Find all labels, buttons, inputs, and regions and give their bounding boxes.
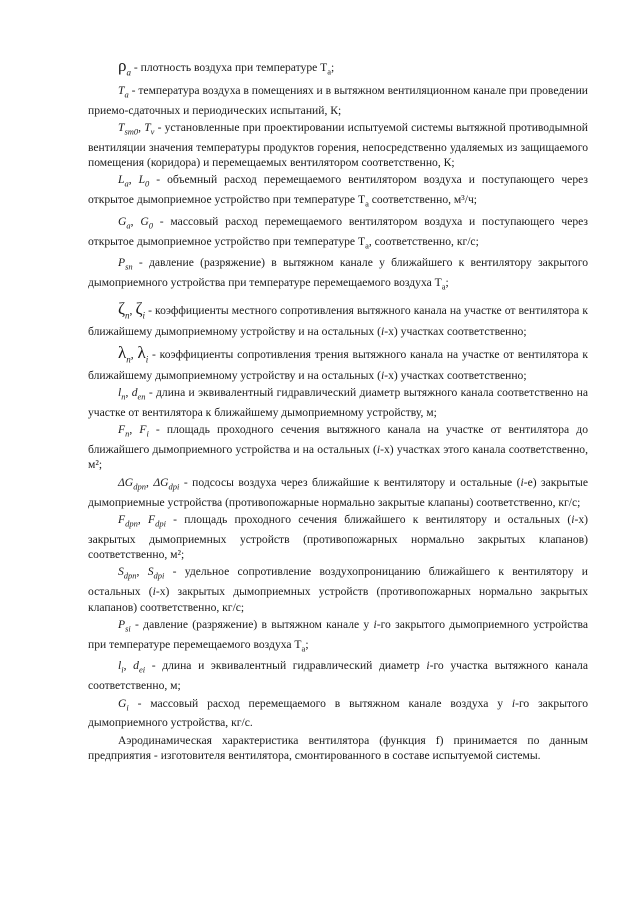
symbol: $L_0$	[138, 173, 150, 189]
symbol-subscript: i	[142, 310, 146, 321]
definition-paragraph: $\lambda_n$, $\lambda_i$ - коэффициенты сопротивления трения вытяжного канала на участке от вентилятора к ближайшему дымоприемному устройству и на остальных (i-х) участках соответственно;	[88, 342, 588, 382]
symbol-subscript: v	[150, 126, 155, 137]
symbol: $G_i$	[118, 696, 129, 712]
definition-paragraph: $F_{dpn}$, $F_{dpi}$ - площадь проходного сечения ближайшего к вентилятору и остальных (i-х) закрытых дымоприемных устройств (противопожарных нормально закрытых клапанов) соответственно, м²;	[88, 512, 589, 562]
definition-paragraph: $\zeta_n$, $\zeta_i$ - коэффициенты местного сопротивления вытяжного канала на участке от вентилятора к ближайшему дымоприемному устройству и на остальных (i-х) участках соответственно;	[88, 298, 588, 338]
symbol-subscript: n	[126, 354, 131, 365]
symbol-subscript: dpi	[153, 570, 165, 581]
symbol: $d_{en}$	[131, 386, 146, 402]
symbol-subscript: sm0	[124, 126, 139, 137]
symbol: $G_a$	[118, 214, 131, 231]
symbol: $P_{si}$	[118, 618, 131, 634]
symbol-subscript: i	[145, 354, 149, 365]
symbol: $F_{dpn}$	[118, 512, 138, 529]
definition-paragraph: $\rho_a$ - плотность воздуха при температуре $T_a$;	[118, 56, 335, 78]
symbol-subscript: a	[365, 239, 369, 250]
symbol-subscript: sn	[125, 261, 133, 272]
symbol-subscript: n	[125, 310, 130, 321]
symbol-subscript: si	[125, 623, 131, 634]
definition-paragraph: $P_{si}$ - давление (разряжение) в вытяжном канале у i-го закрытого дымоприемного устройства при температуре перемещаемого воздуха $T_a$;	[88, 618, 588, 654]
symbol: $\lambda_i$	[137, 342, 149, 365]
definition-paragraph: $\Delta G_{dpn}$, $\Delta G_{dpi}$ - подсосы воздуха через ближайшие к вентилятору и остальные (i-е) закрытые дымоприемные устройства (противопожарные нормально закрытые клапаны) соответственно, кг/с;	[88, 475, 588, 509]
symbol: $l_n$	[118, 386, 126, 402]
definition-paragraph: $L_a$, $L_0$ - объемный расход перемещаемого вентилятором воздуха и поступающего через открытое дымоприемное устройство при температуре $T_a$ соответственно, м³/ч;	[88, 173, 588, 209]
symbol-subscript: 0	[145, 178, 150, 189]
symbol-subscript: a	[126, 67, 131, 78]
symbol: $T_v$	[144, 120, 155, 137]
symbol: $\zeta_i$	[135, 298, 146, 321]
symbol-subscript: dpi	[155, 518, 166, 529]
symbol-subscript: i	[146, 428, 149, 439]
symbol-subscript: n	[125, 428, 130, 439]
symbol-subscript: n	[121, 391, 126, 402]
definition-paragraph: Аэродинамическая характеристика вентилятора (функция f) принимается по данным предприятия - изготовителя вентилятора, смонтированного в составе испытуемой системы.	[88, 733, 588, 763]
symbol-subscript: dpn	[125, 518, 138, 529]
definition-paragraph: $G_i$ - массовый расход перемещаемого в вытяжном канале воздуха у i-го закрытого дымоприемного устройства, кг/с.	[88, 696, 588, 730]
symbol-subscript: 0	[148, 220, 153, 231]
definition-paragraph: $F_n$, $F_i$ - площадь проходного сечения вытяжного канала на участке от вентилятора до ближайшего дымоприемного устройства и на остальных (i-х) участках этого канала соответственно, м²;	[88, 423, 589, 472]
symbol-subscript: i	[126, 701, 129, 712]
symbol: $S_{dpn}$	[118, 565, 137, 581]
symbol-subscript: dpn	[123, 570, 137, 581]
symbol: $\Delta G_{dpi}$	[153, 475, 180, 492]
symbol-subscript: a	[126, 220, 131, 231]
definition-paragraph: $l_n$, $d_{en}$ - длина и эквивалентный гидравлический диаметр вытяжного канала соответственно на участке от вентилятора к ближайшему дымоприемному устройству, м;	[88, 386, 589, 419]
symbol: $G_0$	[140, 214, 153, 231]
symbol-subscript: a	[327, 66, 332, 77]
symbol: $l_i$	[118, 659, 124, 675]
symbol-subscript: a	[365, 198, 369, 209]
symbol: $F_{dpi}$	[147, 512, 166, 529]
definition-paragraph: $S_{dpn}$, $S_{dpi}$ - удельное сопротивление воздухопроницанию ближайшего к вентилятору и остальных (i-х) закрытых дымоприемных устройств (противопожарных нормально закрытых клапанов) соответственно, кг/с;	[88, 565, 588, 614]
symbol-subscript: a	[124, 89, 129, 100]
symbol-subscript: en	[137, 391, 146, 402]
symbol: $\rho_a$	[118, 56, 131, 78]
symbol-subscript: a	[301, 643, 306, 654]
symbol: $F_i$	[139, 423, 149, 439]
symbol: $L_a$	[118, 173, 129, 189]
symbol: $d_{ei}$	[133, 659, 146, 675]
definition-paragraph: $G_a$, $G_0$ - массовый расход перемещаемого вентилятором воздуха и поступающего через открытое дымоприемное устройство при температуре $T_a$, соответственно, кг/с;	[88, 214, 588, 250]
symbol: $\zeta_n$	[118, 298, 130, 321]
definition-paragraph: $l_i$, $d_{ei}$ - длина и эквивалентный гидравлический диаметр i-го участка вытяжного канала соответственно, м;	[88, 659, 588, 693]
definition-paragraph: $T_{sm0}$, $T_v$ - установленные при проектировании испытуемой системы вытяжной противодымной вентиляции значения температуры продуктов горения, непосредственно удаляемых из защищаемого помещения (коридора) и перемещаемых вентилятором соответственно, К;	[88, 120, 588, 170]
symbol: $F_n$	[118, 423, 130, 439]
symbol-subscript: dpn	[133, 481, 146, 492]
definition-paragraph: $P_{sn}$ - давление (разряжение) в вытяжном канале у ближайшего к вентилятору закрытого дымоприемного устройства при температуре перемещаемого воздуха $T_a$;	[88, 256, 588, 292]
symbol: $T_a$	[118, 83, 129, 100]
symbol: $\lambda_n$	[118, 342, 131, 365]
symbol-subscript: ei	[138, 664, 146, 675]
symbol: $\Delta G_{dpn}$	[118, 475, 146, 492]
symbol: $P_{sn}$	[118, 256, 133, 272]
symbol-subscript: a	[124, 178, 129, 189]
symbol-subscript: i	[121, 664, 124, 675]
document-page	[88, 58, 588, 764]
definition-paragraph: $T_a$ - температура воздуха в помещениях и в вытяжном вентиляционном канале при проведении приемо-сдаточных и периодических испытаний, К;	[88, 83, 588, 117]
symbol-subscript: a	[441, 281, 446, 292]
symbol-subscript: dpi	[168, 481, 180, 492]
symbol: $S_{dpi}$	[147, 565, 165, 581]
symbol: $T_{sm0}$	[118, 120, 139, 137]
